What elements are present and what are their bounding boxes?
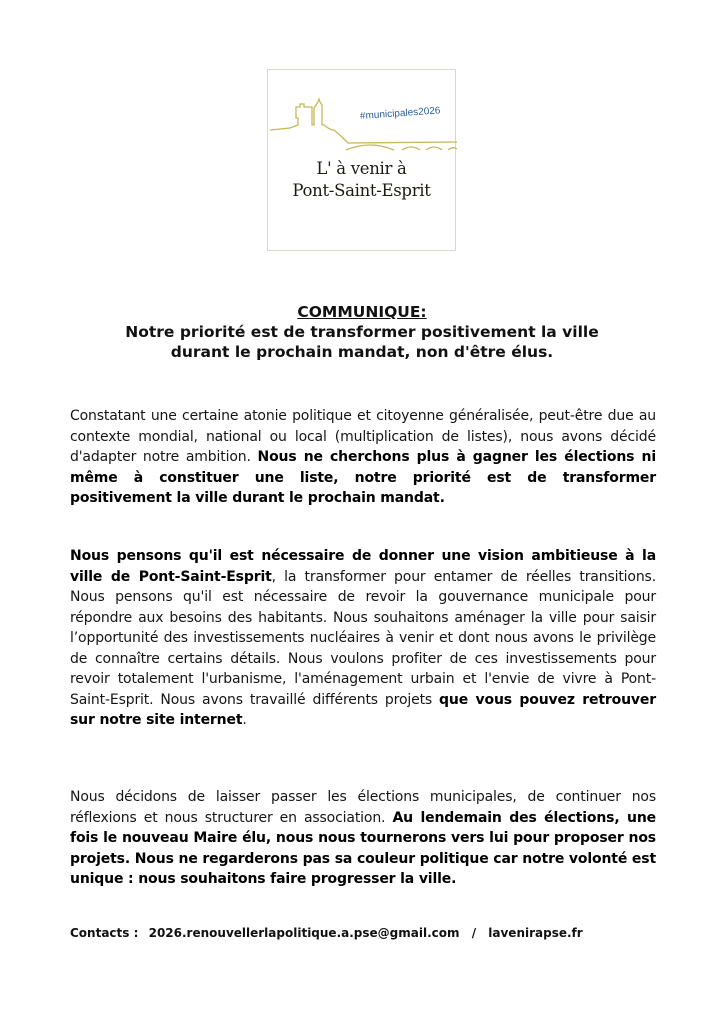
heading-line1: Notre priorité est de transformer positivement la ville <box>125 323 599 341</box>
contact-email-link[interactable]: 2026.renouvellerlapolitique.a.pse@gmail.com <box>148 926 460 940</box>
paragraph-3 <box>70 787 656 890</box>
paragraph-emphasis: Nous pensons qu'il est nécessaire de donner une vision ambitieuse à la ville de Pont-Saint-Esprit <box>70 548 656 585</box>
press-release-heading <box>60 302 664 362</box>
paragraph-text: Nous décidons de laisser passer les élections municipales, de continuer nos réflexions et nous structurer en association. <box>70 789 656 826</box>
logo-hashtag: #municipales2026 <box>359 105 441 122</box>
contacts-separator: / <box>471 926 477 940</box>
paragraph-1 <box>70 406 656 509</box>
bridge-arch <box>448 148 457 150</box>
website-link[interactable]: lavenirapse.fr <box>488 926 583 940</box>
contacts-label: Contacts : <box>70 926 139 940</box>
logo-title-line2: Pont-Saint-Esprit <box>292 181 431 200</box>
paragraph-2 <box>70 546 656 731</box>
paragraph-text: Constatant une certaine atonie politique et citoyenne généralisée, peut-être due au contexte mondial, national ou local (multiplication de listes), nous avons décidé d'adapter notre ambition. <box>70 408 656 465</box>
bridge-arch <box>402 147 420 150</box>
bridge-arch <box>426 147 442 150</box>
heading-label: COMMUNIQUE: <box>297 303 427 321</box>
contacts-line <box>70 926 656 940</box>
logo <box>267 69 456 251</box>
website-reference: que vous pouvez retrouver sur notre site internet <box>70 691 656 728</box>
heading-line2: durant le prochain mandat, non d'être élus. <box>170 343 554 361</box>
paragraph-emphasis: Nous ne cherchons plus à gagner les élections ni même à constituer une liste, notre priorité est de transformer positivement la ville durant le prochain mandat. <box>70 449 656 506</box>
bridge-arch <box>346 145 394 150</box>
logo-title <box>268 158 455 202</box>
paragraph-emphasis: Au lendemain des élections, une fois le nouveau Maire élu, nous nous tournerons vers lui pour proposer nos projets. Nous ne regarderons pas sa couleur politique car notre volonté est unique : nous souhaitons faire progresser la ville. <box>70 809 656 887</box>
paragraph-text: , la transformer pour entamer de réelles transitions. Nous pensons qu'il est nécessaire de revoir la gouvernance municipale pour répondre aux besoins des habitants. Nous souhaitons aménager la ville pour saisir l’opportunité des investissements nucléaires à venir et dont nous avons le privilège de connaître certains détails. Nous voulons profiter de ces investissements pour revoir totalement l'urbanisme, l'aménagement urbain et l'envie de vivre à Pont-Saint-Esprit. Nous avons travaillé différents projets <box>70 568 656 708</box>
paragraph-text: . <box>242 712 247 728</box>
logo-title-line1: L' à venir à <box>316 159 407 178</box>
